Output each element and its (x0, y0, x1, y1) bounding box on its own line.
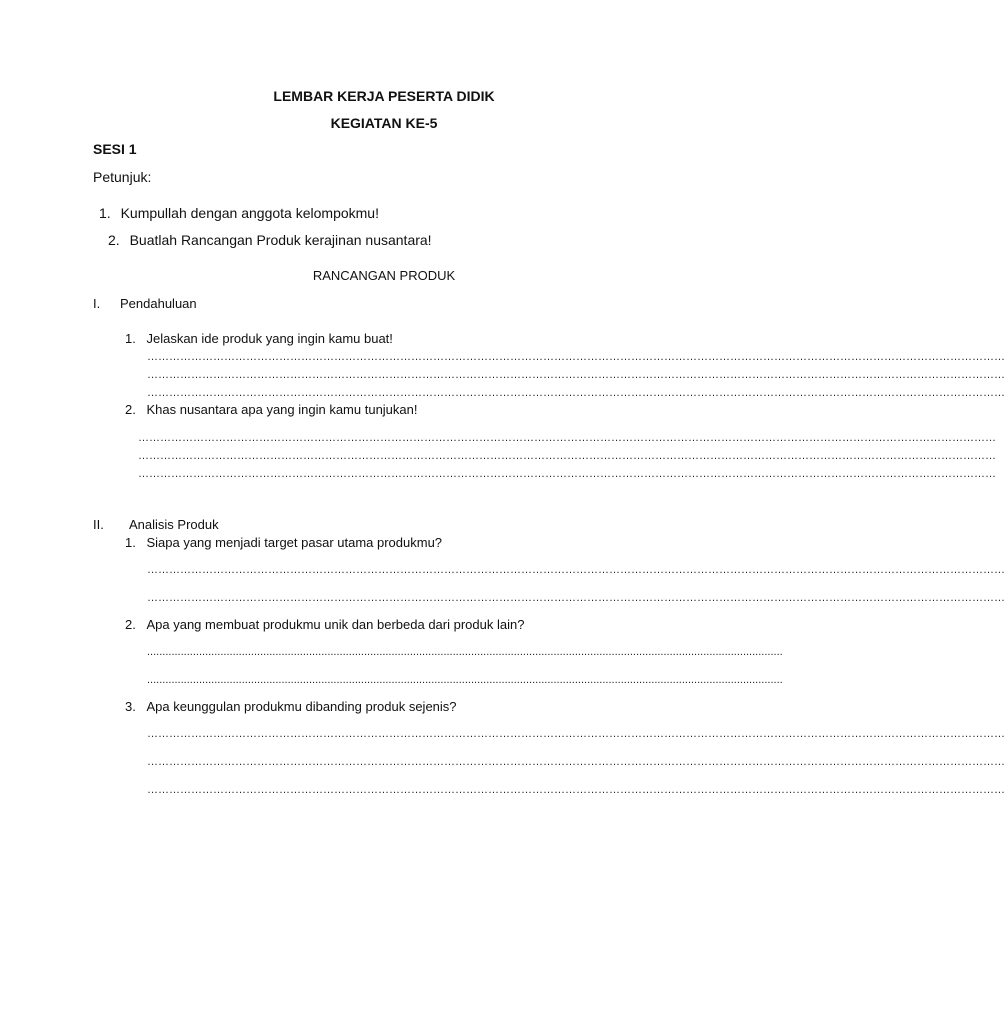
answer-line[interactable]: ……………………………………………………………………………………………………………………………………………………………………………………………………………… (147, 592, 1005, 604)
question-number: 1. (125, 331, 136, 346)
instruction-item (108, 232, 432, 248)
question-item (125, 699, 457, 714)
answer-line[interactable]: ……………………………………………………………………………………………………………………………………………………………………………………………………………… (138, 432, 996, 444)
answer-line[interactable]: ……………………………………………………………………………………………………………………………………………………………………………………………………………… (147, 351, 1005, 363)
instruction-text: Kumpullah dengan anggota kelompokmu! (120, 205, 379, 221)
question-text: Khas nusantara apa yang ingin kamu tunjukan! (146, 402, 418, 417)
section-roman-numeral: II. (93, 517, 104, 532)
page-subtitle: KEGIATAN KE-5 (330, 115, 438, 131)
instruction-text: Buatlah Rancangan Produk kerajinan nusantara! (129, 232, 432, 248)
question-number: 2. (125, 617, 136, 632)
question-text: Apa keunggulan produkmu dibanding produk sejenis? (146, 699, 457, 714)
instruction-number: 2. (108, 232, 120, 248)
question-item (125, 402, 418, 417)
section-title: Analisis Produk (129, 517, 219, 532)
answer-line[interactable]: ……………………………………………………………………………………………………………………………………………………………………………………………………………… (147, 387, 1005, 399)
question-text: Jelaskan ide produk yang ingin kamu buat! (146, 331, 393, 346)
instruction-number: 1. (99, 205, 111, 221)
session-label: SESI 1 (93, 141, 137, 157)
answer-line[interactable]: ……………………………………………………………………………………………………………………………………………………………………………………………………………… (147, 756, 1005, 768)
section-title: Pendahuluan (120, 296, 197, 311)
question-item (125, 535, 442, 550)
answer-line[interactable]: ……………………………………………………………………………………………………………………………………………………………………………………………………………… (147, 369, 1005, 381)
answer-line[interactable]: ……………………………………………………………………………………………………………………………………………………………………………………………………………… (147, 728, 1005, 740)
question-number: 2. (125, 402, 136, 417)
page-title: LEMBAR KERJA PESERTA DIDIK (273, 88, 495, 104)
question-text: Apa yang membuat produkmu unik dan berbeda dari produk lain? (146, 617, 525, 632)
question-number: 1. (125, 535, 136, 550)
instructions-label: Petunjuk: (93, 169, 152, 185)
answer-line[interactable]: ……………………………………………………………………………………………………………………………………………………………………………………………………………… (138, 468, 996, 480)
answer-line[interactable]: ……………………………………………………………………………………………………………………………………………………………………………………………………………… (147, 564, 1005, 576)
question-item (125, 331, 393, 346)
instruction-item (99, 205, 379, 221)
answer-line[interactable]: ................................................................................................................................................................................................................ (147, 646, 783, 658)
answer-line[interactable]: ……………………………………………………………………………………………………………………………………………………………………………………………………………… (147, 784, 1005, 796)
section-roman-numeral: I. (93, 296, 101, 311)
design-heading: RANCANGAN PRODUK (312, 268, 456, 283)
question-item (125, 617, 524, 632)
answer-line[interactable]: ................................................................................................................................................................................................................ (147, 674, 783, 686)
question-text: Siapa yang menjadi target pasar utama produkmu? (146, 535, 443, 550)
answer-line[interactable]: ……………………………………………………………………………………………………………………………………………………………………………………………………………… (138, 450, 996, 462)
question-number: 3. (125, 699, 136, 714)
